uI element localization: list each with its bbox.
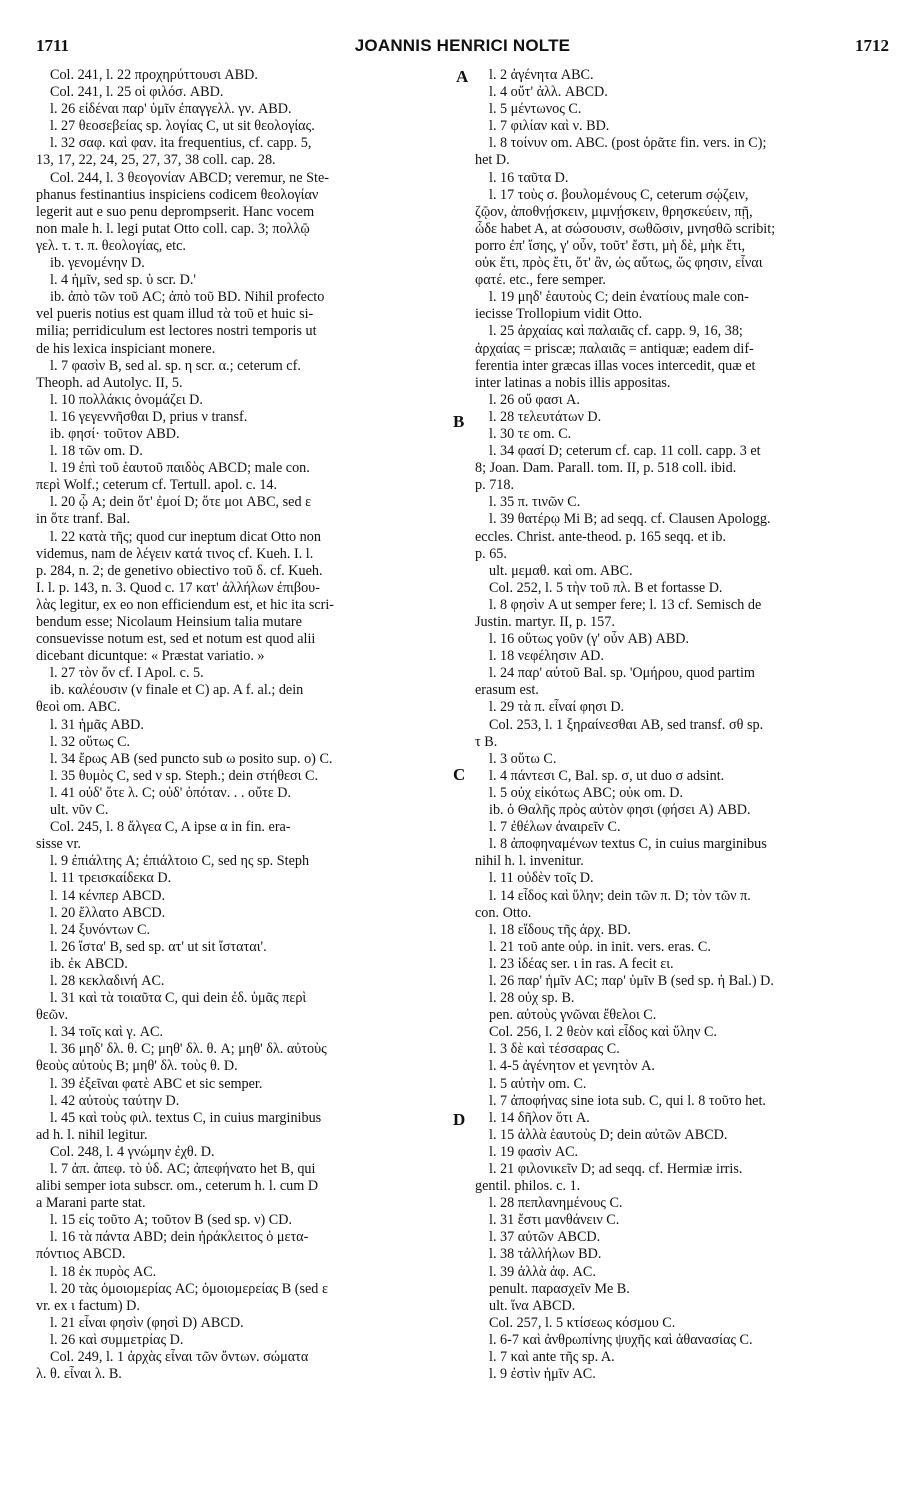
- text-line: nihil h. l. invenitur.: [475, 853, 584, 870]
- text-line: l. 8 τοίνυν om. ABC. (post ὁρᾶτε fin. vers. in C);: [489, 135, 767, 152]
- text-line: l. 42 αὐτοὺς ταύτην D.: [50, 1092, 180, 1109]
- text-line: l. 45 καὶ τοὺς φιλ. textus C, in cuius marginibus: [50, 1109, 322, 1126]
- text-line: l. 4 ἡμῖν, sed sp. ὑ scr. D.': [50, 272, 196, 289]
- text-line: sisse vr.: [36, 836, 81, 853]
- text-line: ferentia inter græcas illas voces intercedit, quæ et: [475, 357, 756, 374]
- page-number-right: 1712: [855, 36, 889, 55]
- text-line: ὧδε habet A, at σώσουσιν, σωθῶσιν, μνησθῶ scribit;: [475, 220, 776, 237]
- text-line: l. 2 ἀγένητα ABC.: [489, 67, 594, 83]
- text-line: l. 39 ἀλλὰ ἀφ. AC.: [489, 1263, 596, 1280]
- page-header: [36, 36, 889, 58]
- text-line: l. 5 αὐτὴν om. C.: [489, 1075, 587, 1092]
- text-line: l. 11 οὐδὲν τοῖς D.: [489, 870, 594, 887]
- text-line: Col. 241, l. 25 οἱ φιλόσ. ABD.: [50, 84, 224, 101]
- text-line: l. 37 αὐτῶν ABCD.: [489, 1229, 601, 1246]
- text-line: l. 31 ἔστι μανθάνειν C.: [489, 1212, 620, 1229]
- text-line: vr. ex ι factum) D.: [36, 1297, 140, 1314]
- text-line: l. 9 ἐπιάλτης A; ἐπιάλτοιο C, sed ης sp. Steph: [50, 853, 310, 870]
- text-line: l. 16 ταῦτα D.: [489, 169, 569, 186]
- text-line: περὶ Wolf.; ceterum cf. Tertull. apol. c. 14.: [36, 477, 278, 494]
- text-line: l. 8 ἀποφηναμένων textus C, in cuius marginibus: [489, 836, 767, 853]
- text-line: inter latinas a nobis illis appositas.: [475, 374, 671, 391]
- text-line: l. 20 ᾧ A; dein ὅτ' ἐμοί D; ὅτε μοι ABC, sed ε: [50, 494, 312, 511]
- text-line: l. 38 τἀλλήλων BD.: [489, 1246, 602, 1263]
- text-line: phanus festinantius inspiciens codicem θεολογίαν: [36, 186, 319, 203]
- left-column: [36, 67, 446, 1383]
- right-column: [475, 67, 885, 1383]
- text-line: erasum est.: [475, 682, 539, 699]
- text-line: Col. 256, l. 2 θεὸν καὶ εἶδος καὶ ὕλην C.: [489, 1024, 717, 1041]
- text-line: l. 27 θεοσεβείας sp. λογίας C, ut sit θεολογίας.: [50, 118, 315, 135]
- text-line: l. 19 φασὶν AC.: [489, 1143, 579, 1160]
- text-line: l. 14 εἶδος καὶ ὕλην; dein τῶν π. D; τὸν τῶν π.: [489, 887, 751, 904]
- text-line: l. 16 τὰ πάντα ABD; dein ἡράκλειτος ὁ μετα-: [50, 1229, 309, 1246]
- text-line: l. 31 καὶ τὰ τοιαῦτα C, qui dein ἐδ. ὑμᾶς περὶ: [50, 990, 307, 1007]
- text-line: l. 28 οὐχ sp. B.: [489, 990, 575, 1007]
- text-line: l. 7 καὶ ante τῆς sp. A.: [489, 1349, 615, 1366]
- text-line: l. 25 ἀρχαίας καὶ παλαιᾶς cf. capp. 9, 16, 38;: [489, 323, 743, 340]
- text-line: l. 35 θυμὸς C, sed ν sp. Steph.; dein στήθεσι C.: [50, 767, 319, 784]
- text-line: l. 35 π. τινῶν C.: [489, 494, 581, 511]
- text-line: l. 28 πεπλανημένους C.: [489, 1195, 623, 1212]
- margin-marker-a: A: [456, 67, 469, 86]
- text-line: l. 11 τρεισκαίδεκα D.: [50, 870, 172, 887]
- text-line: Col. 252, l. 5 τὴν τοῦ πλ. B et fortasse D.: [489, 579, 723, 596]
- text-line: l. 14 δῆλον ὅτι A.: [489, 1109, 590, 1126]
- text-line: γελ. τ. τ. π. θεολογίας, etc.: [36, 237, 186, 254]
- text-line: l. 41 οὐδ' ὅτε λ. C; οὐδ' ὁπόταν. . . οὔτε D.: [50, 784, 292, 801]
- text-line: ib. ἐκ ABCD.: [50, 955, 128, 972]
- text-line: l. 28 κεκλαδινή AC.: [50, 972, 165, 989]
- text-line: ζῷον, ἀποθνῄσκειν, μιμνῄσκειν, θρησκεύειν, πῇ,: [475, 203, 753, 220]
- text-line: l. 18 τῶν om. D.: [50, 443, 143, 460]
- text-line: Col. 249, l. 1 ἀρχὰς εἶναι τῶν ὄντων. σώματα: [50, 1349, 309, 1366]
- text-line: l. 16 γεγεννῆσθαι D, prius ν transf.: [50, 408, 248, 425]
- text-line: l. 18 ἐκ πυρὸς AC.: [50, 1263, 157, 1280]
- text-line: p. 718.: [475, 477, 515, 494]
- text-line: Col. 248, l. 4 γνώμην ἐχθ. D.: [50, 1143, 215, 1160]
- text-line: 13, 17, 22, 24, 25, 27, 37, 38 coll. cap. 28.: [36, 152, 276, 169]
- text-line: l. 5 μέντωνος C.: [489, 101, 582, 118]
- text-line: οὐκ ἔτι, πρὸς ἔτι, ὅτ' ἂν, ὡς αὔτως, ὥς φησιν, εἶναι: [475, 255, 763, 272]
- text-line: l. 26 καὶ συμμετρίας D.: [50, 1331, 184, 1348]
- text-line: l. 30 τε om. C.: [489, 425, 572, 442]
- text-line: videmus, nam de λέγειν κατά τινος cf. Kueh. I. l.: [36, 545, 314, 562]
- text-line: iecisse Trollopium vidit Otto.: [475, 306, 643, 323]
- text-line: l. 26 παρ' ἡμῖν AC; παρ' ὑμῖν B (sed sp. ἡ Bal.) D.: [489, 972, 774, 989]
- text-line: penult. παρασχεῖν Me B.: [489, 1280, 630, 1297]
- text-line: θεῶν.: [36, 1007, 69, 1024]
- text-line: l. 10 πολλάκις ὀνομάζει D.: [50, 391, 203, 408]
- text-line: dicebant dicuntque: « Præstat variatio. »: [36, 648, 265, 665]
- text-line: 8; Joan. Dam. Parall. tom. II, p. 518 coll. ibid.: [475, 460, 737, 477]
- text-line: l. 5 οὐχ εἰκότως ABC; οὐκ om. D.: [489, 784, 684, 801]
- text-line: ib. ἀπὸ τῶν τοῦ AC; ἀπὸ τοῦ BD. Nihil profecto: [50, 289, 325, 306]
- text-line: l. 28 τελευτάτων D.: [489, 408, 602, 425]
- text-line: l. 16 οὕτως γοῦν (γ' οὖν AB) ABD.: [489, 631, 690, 648]
- text-line: l. 39 θατέρῳ Mi B; ad seqq. cf. Clausen Apologg.: [489, 511, 771, 528]
- text-line: l. 29 τὰ π. εἶναί φησι D.: [489, 699, 625, 716]
- text-line: l. 26 ἴστα' B, sed sp. ατ' ut sit ἴσταται'.: [50, 938, 267, 955]
- text-line: l. 20 ἔλλατο ABCD.: [50, 904, 166, 921]
- text-line: con. Otto.: [475, 904, 532, 921]
- text-line: l. 15 ἀλλὰ ἑαυτοὺς D; dein αὐτῶν ABCD.: [489, 1126, 728, 1143]
- text-line: λ. θ. εἶναι λ. B.: [36, 1366, 122, 1383]
- text-line: Col. 244, l. 3 θεογονίαν ABCD; veremur, ne Ste-: [50, 169, 329, 186]
- margin-marker-b: B: [453, 412, 465, 431]
- text-line: Col. 245, l. 8 ἄλγεα C, A ipse α in fin. era-: [50, 819, 291, 836]
- text-line: l. 23 ἰδέας ser. ι in ras. A fecit ει.: [489, 955, 674, 972]
- text-line: l. 15 εἰς τοῦτο A; τοῦτον B (sed sp. ν) CD.: [50, 1212, 293, 1229]
- text-line: l. 7 ἀποφήνας sine iota sub. C, qui l. 8 τοῦτο het.: [489, 1092, 766, 1109]
- text-line: in ὅτε tranf. Bal.: [36, 511, 131, 528]
- text-line: ib. ὁ Θαλῆς πρὸς αὐτὸν φησι (φήσει A) ABD.: [489, 802, 751, 819]
- text-line: l. 3 οὕτω C.: [489, 750, 557, 767]
- text-line: porro ἐπ' ἴσης, γ' οὖν, τοῦτ' ἔστι, μὴ δὲ, μὴκ ἔτι,: [475, 237, 745, 254]
- text-line: legerit aut e suo penu deprompserit. Hanc vocem: [36, 203, 315, 220]
- text-line: l. 7 ἀπ. ἀπεφ. τὸ ὑδ. AC; ἀπεφήνατο het B, qui: [50, 1161, 316, 1177]
- text-line: l. 24 ξυνόντων C.: [50, 921, 151, 938]
- text-line: Col. 241, l. 22 προχηρύττουσι ABD.: [50, 67, 258, 83]
- text-line: non male h. l. legi putat Otto coll. cap. 3; πολλῷ: [36, 220, 310, 237]
- text-line: λὰς legitur, ex eo non efficiendum est, et hic ita scri-: [36, 596, 335, 613]
- text-line: l. 18 εἴδους τῆς ἀρχ. BD.: [489, 921, 631, 938]
- text-line: l. 18 νεφέλησιν AD.: [489, 648, 604, 665]
- text-line: l. 21 φιλονικεῖν D; ad seqq. cf. Hermiæ irris.: [489, 1161, 743, 1177]
- text-line: het D.: [475, 152, 510, 169]
- text-line: l. 26 εἰδέναι παρ' ὑμῖν ἐπαγγελλ. γν. ABD.: [50, 101, 292, 118]
- text-line: de his lexica inspiciant monere.: [36, 340, 216, 357]
- text-line: p. 284, n. 2; de genetivo obiectivo τοῦ δ. cf. Kueh.: [36, 562, 323, 579]
- text-line: I. l. p. 143, n. 3. Quod c. 17 κατ' ἀλλήλων ἐπιβου-: [36, 579, 320, 596]
- margin-marker-d: D: [453, 1110, 466, 1129]
- page-number-left: 1711: [36, 36, 70, 55]
- text-line: θεοὶ om. ABC.: [36, 699, 121, 716]
- text-line: l. 7 ἐθέλων ἀναιρεῖν C.: [489, 819, 621, 836]
- text-line: l. 3 δὲ καὶ τέσσαρας C.: [489, 1041, 620, 1058]
- text-line: l. 9 ἐστὶν ἡμῖν AC.: [489, 1366, 596, 1383]
- text-line: vel pueris notius est quam illud τὰ τοῦ et huic si-: [36, 306, 314, 323]
- text-line: l. 17 τοὺς σ. βουλομένους C, ceterum σῴζειν,: [489, 186, 749, 203]
- text-line: πόντιος ABCD.: [36, 1246, 126, 1263]
- text-line: l. 32 σαφ. καὶ φαν. ita frequentius, cf. capp. 5,: [50, 135, 312, 152]
- text-line: l. 20 τὰς ὁμοιομερίας AC; ὁμοιομερείας B (sed ε: [50, 1280, 328, 1297]
- text-line: l. 7 φασὶν B, sed al. sp. η scr. α.; ceterum cf.: [50, 357, 301, 374]
- text-line: ult. νῦν C.: [50, 802, 109, 819]
- text-line: pen. αὐτοὺς γνῶναι ἔθελοι C.: [489, 1007, 657, 1024]
- text-line: l. 34 ἔρως AB (sed puncto sub ω posito sup. ο) C.: [50, 750, 333, 767]
- text-line: l. 4 πάντεσι C, Bal. sp. σ, ut duo σ adsint.: [489, 767, 725, 784]
- text-line: Col. 257, l. 5 κτίσεως κόσμου C.: [489, 1314, 676, 1331]
- text-line: alibi semper iota subscr. om., ceterum h. l. cum D: [36, 1178, 319, 1195]
- text-line: l. 7 φιλίαν καὶ ν. BD.: [489, 118, 610, 135]
- text-line: l. 32 οὕτως C.: [50, 733, 131, 750]
- text-line: Justin. martyr. II, p. 157.: [475, 614, 615, 630]
- text-line: l. 27 τὸν ὄν cf. I Apol. c. 5.: [50, 665, 204, 682]
- text-line: l. 34 φασί D; ceterum cf. cap. 11 coll. capp. 3 et: [489, 443, 761, 460]
- text-line: l. 31 ἡμᾶς ABD.: [50, 716, 144, 733]
- text-line: ib. φησί· τοῦτον ABD.: [50, 425, 180, 442]
- text-line: l. 14 κένπερ ABCD.: [50, 887, 166, 904]
- text-line: ἀρχαίας = priscæ; παλαιᾶς = antiquæ; eadem dif-: [475, 340, 754, 357]
- text-line: θεοὺς αὐτοὺς B; μηθ' δλ. τοὺς θ. D.: [36, 1058, 238, 1075]
- text-line: l. 22 κατὰ τῆς; quod cur ineptum dicat Otto non: [50, 528, 321, 545]
- text-line: l. 24 παρ' αὐτοῦ Bal. sp. 'Ομήρου, quod partim: [489, 665, 755, 682]
- text-line: l. 6-7 καὶ ἀνθρωπίνης ψυχῆς καὶ ἀθανασίας C.: [489, 1331, 753, 1348]
- margin-marker-c: C: [453, 765, 466, 784]
- text-line: consuevisse notum est, sed et notum est quod alii: [36, 631, 316, 648]
- text-line: p. 65.: [475, 545, 507, 562]
- text-line: a Marani parte stat.: [36, 1195, 146, 1212]
- text-line: ib. γενομένην D.: [50, 255, 145, 272]
- text-line: ult. μεμαθ. καὶ om. ABC.: [489, 562, 633, 579]
- text-line: milia; perridiculum est lectores nostri temporis ut: [36, 323, 317, 340]
- text-line: gentil. philos. c. 1.: [475, 1178, 581, 1195]
- text-line: l. 4 οὔτ' ἀλλ. ABCD.: [489, 84, 608, 101]
- text-line: l. 34 τοῖς καὶ γ. AC.: [50, 1024, 163, 1041]
- text-line: ad h. l. nihil legitur.: [36, 1126, 148, 1143]
- text-line: eccles. Christ. ante-theod. p. 165 seqq. et ib.: [475, 528, 726, 545]
- text-line: l. 19 ἐπὶ τοῦ ἑαυτοῦ παιδὸς ABCD; male con.: [50, 460, 310, 477]
- text-line: Theoph. ad Autolyc. II, 5.: [36, 374, 183, 391]
- text-line: ib. καλέουσιν (ν finale et C) ap. A f. al.; dein: [50, 682, 304, 699]
- running-title: JOANNIS HENRICI NOLTE: [354, 36, 571, 55]
- text-line: ult. ἵνα ABCD.: [489, 1297, 576, 1314]
- text-line: l. 21 τοῦ ante οὐρ. in init. vers. eras. C.: [489, 938, 711, 955]
- text-line: l. 8 φησὶν A ut semper fere; l. 13 cf. Semisch de: [489, 596, 762, 613]
- text-line: l. 21 εἶναι φησὶν (φησὶ D) ABCD.: [50, 1314, 244, 1331]
- text-line: bendum esse; Nicolaum Heinsium talia mutare: [36, 614, 302, 630]
- text-line: l. 39 ἐξεῖναι φατὲ ABC et sic semper.: [50, 1075, 263, 1092]
- text-line: l. 4-5 ἀγένητον et γενητὸν A.: [489, 1058, 655, 1075]
- text-line: φατέ. etc., fere semper.: [475, 272, 606, 289]
- text-line: l. 26 οὔ φασι A.: [489, 391, 580, 408]
- text-line: Col. 253, l. 1 ξηραίνεσθαι AB, sed transf. σθ sp.: [489, 716, 764, 733]
- text-line: l. 19 μηδ' ἑαυτοὺς C; dein ἐνατίους male con-: [489, 289, 749, 306]
- text-line: τ B.: [475, 733, 498, 750]
- text-line: l. 36 μηδ' δλ. θ. C; μηθ' δλ. θ. A; μηθ' δλ. αὐτοὺς: [50, 1041, 327, 1058]
